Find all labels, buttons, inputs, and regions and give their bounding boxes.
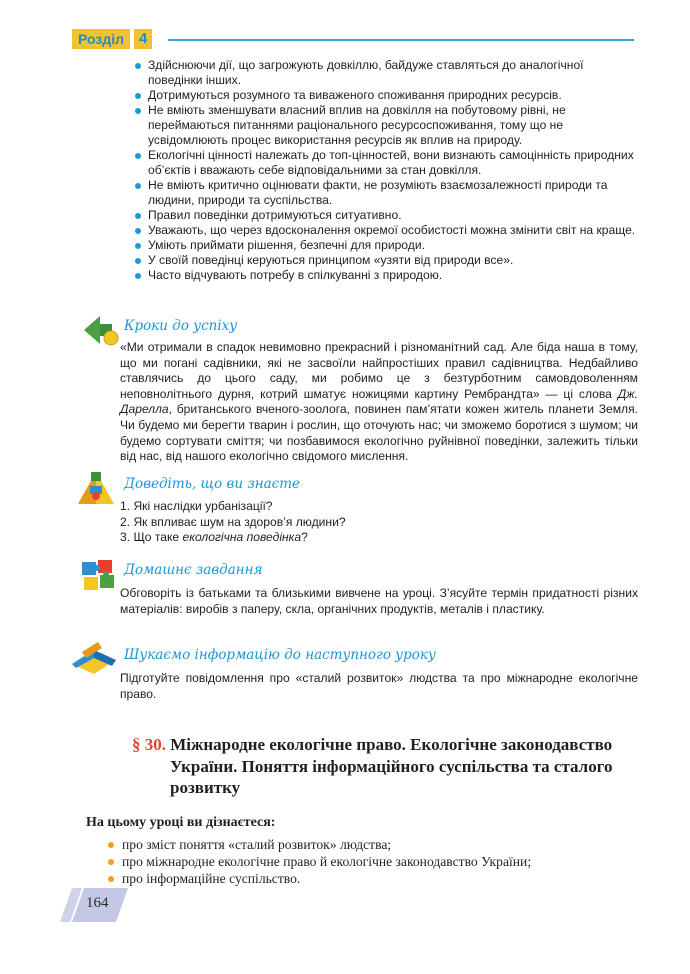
homework-text: Обговоріть із батьками та близькими вивчене на уроці. З’ясуйте термін придатності різних матеріалів: виробів з паперу, скла, органічних продуктів, металів і пластику. (120, 586, 638, 616)
header-rule (168, 39, 634, 41)
question-3-end: ? (301, 530, 308, 545)
list-item: Не вміють зменшувати власний вплив на довкілля на побутовому рівні, не переймаються питаннями раціонального ресурсоспоживання, тому що не усвідомлюють процес використання ресурсів як вплив на природу. (135, 103, 640, 148)
question-3-term: екологічна поведінка (182, 530, 302, 545)
list-item: Часто відчувають потребу в спілкуванні з природою. (135, 268, 640, 283)
paragraph-heading-line-1 (132, 734, 638, 756)
section-word: Розділ (72, 29, 130, 49)
pyramid-icon (76, 470, 116, 510)
steps-author: Дж. Дарелла (120, 386, 638, 417)
page-number: 164 (86, 895, 109, 911)
learn-list (108, 836, 648, 887)
homework-title: Домашнє завдання (124, 562, 263, 578)
paragraph-title-1: Міжнародне екологічне право. Екологічне законодавство (170, 735, 613, 754)
next-info-text: Підготуйте повідомлення про «сталий розвиток» людства та про міжнародне екологічне право. (120, 671, 638, 701)
list-item: про інформаційне суспільство. (108, 870, 648, 887)
question-2: 2. Як впливає шум на здоров’я людини? (120, 514, 346, 529)
list-item: Здійснюючи дії, що загрожують довкіллю, байдуже ставляться до аналогічної поведінки інших. (135, 58, 640, 88)
list-item: Екологічні цінності належать до топ-цінностей, вони визнають самоцінність природних об’єктів і вважають себе відповідальними за стан довкілля. (135, 148, 640, 178)
prove-title: Доведіть, що ви знаєте (124, 476, 300, 492)
next-info-title: Шукаємо інформацію до наступного уроку (124, 647, 436, 663)
question-1: 1. Які наслідки урбанізації? (120, 499, 273, 513)
section-number: 4 (132, 29, 152, 49)
list-item: Уважають, що через вдосконалення окремої особистості можна змінити світ на краще. (135, 223, 640, 238)
question-3 (120, 530, 620, 546)
list-item: про міжнародне екологічне право й екологічне законодавство України; (108, 853, 648, 870)
paragraph-heading (132, 734, 638, 799)
steps-text-before: «Ми отримали в спадок невимовно прекрасний і різноманітний сад. Але біда наша в тому, що ми погані садівники, які не засвоїли найпростіших правил садівництва. Недбайливо ставлячись до цього саду, ми робимо це з безтурботним самовдоволенням неповнолітнього дурня, котрий шматує ножицями картину Рембрандта» — ці слова (120, 340, 638, 401)
list-item: У своїй поведінці керуються принципом «узяти від природи все». (135, 253, 640, 268)
prove-questions (120, 499, 620, 546)
list-item: Правил поведінки дотримуються ситуативно. (135, 208, 640, 223)
puzzle-icon (80, 558, 118, 594)
steps-text (120, 340, 638, 465)
question-3-start: 3. Що таке (120, 530, 183, 545)
paragraph-heading-line-2: України. Поняття інформаційного суспільства та сталого (170, 756, 613, 776)
list-item: Дотримуються розумного та виваженого споживання природних ресурсів. (135, 88, 640, 103)
list-item: Не вміють критично оцінювати факти, не розуміють взаємозалежності природи та людини, природи та суспільства. (135, 178, 640, 208)
steps-arrow-icon (82, 312, 122, 348)
steps-text-after: , британського вченого-зоолога, повинен пам’ятати кожен житель планети Земля. Чи будемо ми берегти тварин і рослин, що оточують нас; чи зможемо боротися з шумом; чи будемо сортувати сміття; чи позбавимося екологічно руйнівної поведінки, залежить тільки від нас, від нашого екологічно свідомого мислення. (120, 402, 638, 464)
steps-title: Кроки до успіху (124, 318, 238, 334)
section-label (72, 29, 152, 49)
list-item: про зміст поняття «сталий розвиток» людства; (108, 836, 648, 853)
paragraph-heading-line-3: розвитку (170, 778, 241, 797)
list-item: Уміють приймати рішення, безпечні для природи. (135, 238, 640, 253)
behavior-bullet-list (135, 58, 640, 283)
book-icon (68, 638, 120, 676)
learn-heading: На цьому уроці ви дізнаєтеся: (86, 815, 276, 830)
paragraph-sign: § 30. (132, 735, 166, 754)
